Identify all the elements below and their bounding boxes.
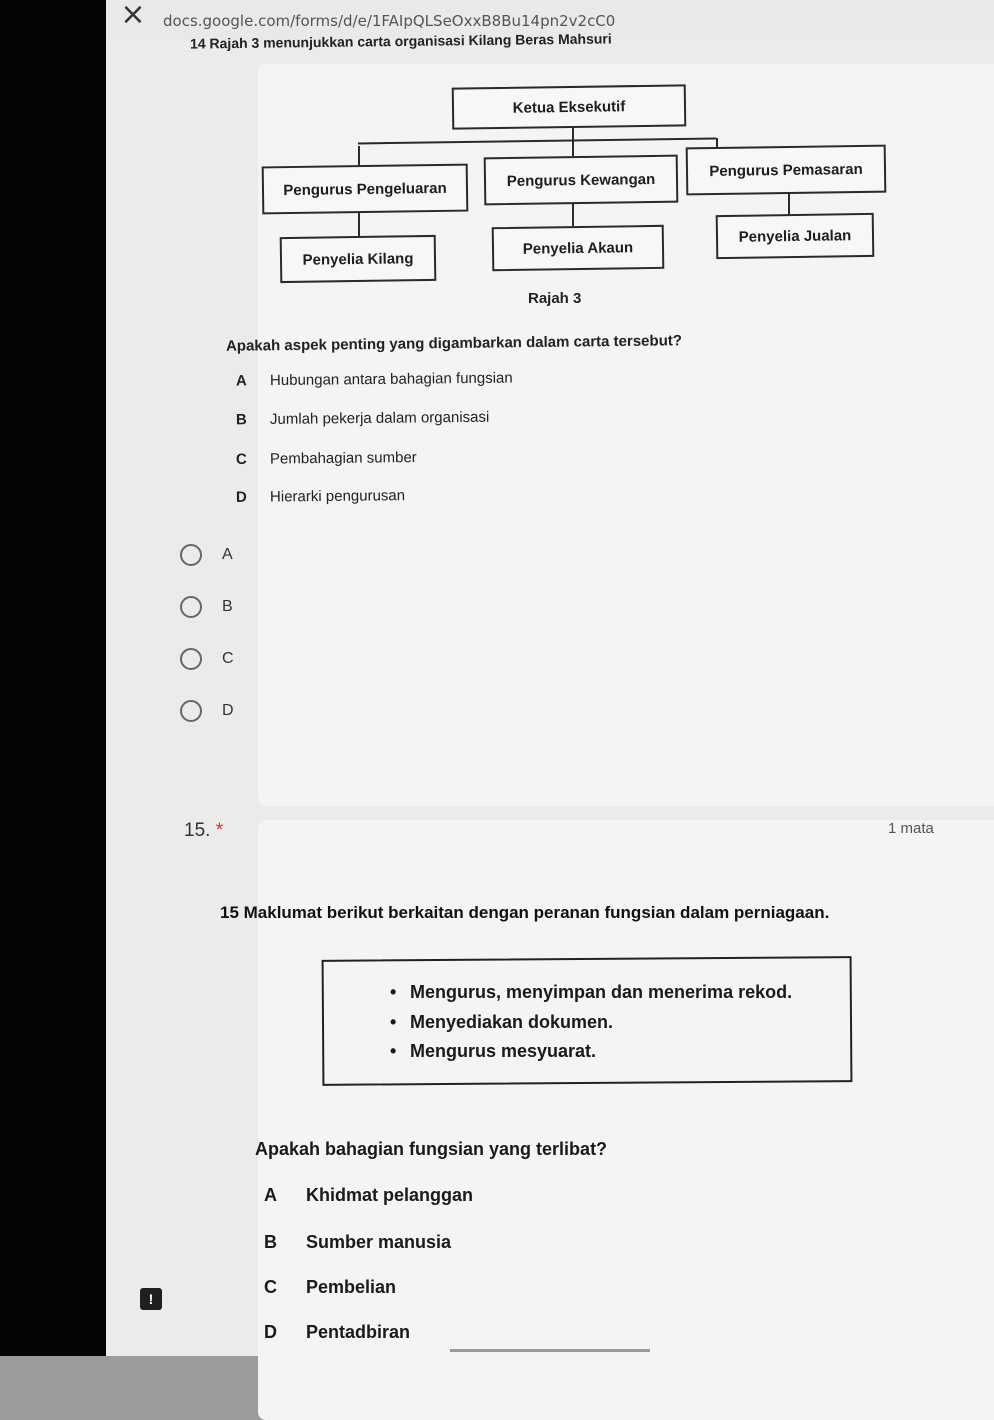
option-letter: D bbox=[264, 1322, 277, 1342]
option-text: Hierarki pengurusan bbox=[269, 487, 406, 506]
option-letter: C bbox=[235, 450, 247, 468]
q14-option-a bbox=[236, 370, 513, 390]
option-letter: A bbox=[264, 1185, 277, 1205]
q15-option-b bbox=[264, 1232, 451, 1253]
screen-bezel bbox=[0, 0, 106, 1356]
q14-option-c bbox=[236, 449, 417, 468]
option-text: Pembahagian sumber bbox=[269, 449, 417, 468]
question-14-title: 14 Rajah 3 menunjukkan carta organisasi Kilang Beras Mahsuri bbox=[189, 30, 612, 52]
option-letter: B bbox=[264, 1232, 277, 1252]
option-letter: B bbox=[235, 411, 247, 429]
radio-button[interactable] bbox=[180, 700, 202, 722]
radio-choice-a[interactable] bbox=[180, 544, 233, 566]
radio-button[interactable] bbox=[180, 596, 202, 618]
bullet-text: Mengurus mesyuarat. bbox=[410, 1041, 597, 1061]
org-penyelia-kilang: Penyelia Kilang bbox=[280, 235, 437, 283]
org-penyelia-jualan: Penyelia Jualan bbox=[716, 213, 875, 259]
radio-choice-c[interactable] bbox=[180, 648, 234, 670]
org-connector bbox=[788, 194, 790, 216]
option-text: Hubungan antara bahagian fungsian bbox=[269, 369, 513, 390]
bullet-text: Menyediakan dokumen. bbox=[410, 1012, 614, 1032]
q14-option-b bbox=[236, 409, 489, 429]
option-letter: A bbox=[235, 372, 247, 390]
org-ketua-eksekutif: Ketua Eksekutif bbox=[452, 84, 687, 129]
info-bullet bbox=[390, 1041, 596, 1062]
option-text: Khidmat pelanggan bbox=[306, 1185, 474, 1205]
question-15-number bbox=[184, 820, 223, 842]
radio-label: A bbox=[222, 546, 233, 563]
bullet-dot: • bbox=[390, 1041, 397, 1061]
org-pengurus-pengeluaran: Pengurus Pengeluaran bbox=[262, 164, 469, 215]
org-connector bbox=[358, 146, 360, 166]
info-bullet bbox=[390, 1012, 613, 1033]
q14-option-d bbox=[236, 487, 405, 506]
q15-option-c bbox=[264, 1277, 396, 1298]
bullet-dot: • bbox=[390, 1012, 397, 1032]
q15-option-a bbox=[264, 1185, 473, 1206]
radio-label: C bbox=[222, 650, 234, 667]
bullet-dot: • bbox=[390, 982, 397, 1002]
option-text: Pentadbiran bbox=[306, 1322, 411, 1342]
option-text: Sumber manusia bbox=[306, 1232, 452, 1252]
org-pengurus-pemasaran: Pengurus Pemasaran bbox=[686, 145, 887, 196]
required-mark: * bbox=[215, 820, 224, 841]
info-bullet bbox=[390, 982, 792, 1003]
option-letter: D bbox=[235, 488, 247, 506]
org-pengurus-kewangan: Pengurus Kewangan bbox=[484, 155, 679, 206]
warning-icon: ! bbox=[140, 1288, 162, 1310]
org-penyelia-akaun: Penyelia Akaun bbox=[492, 225, 665, 271]
question-number: 15. bbox=[184, 820, 211, 841]
radio-choice-d[interactable] bbox=[180, 700, 234, 722]
option-letter: C bbox=[264, 1277, 277, 1297]
radio-choice-b[interactable] bbox=[180, 596, 233, 618]
figure-caption: Rajah 3 bbox=[528, 290, 582, 307]
question-15-title: 15 Maklumat berikut berkaitan dengan peranan fungsian dalam perniagaan. bbox=[220, 903, 830, 922]
radio-button[interactable] bbox=[180, 648, 202, 670]
question-points: 1 mata bbox=[888, 820, 934, 837]
radio-label: B bbox=[222, 598, 233, 615]
close-icon[interactable]: × bbox=[120, 0, 146, 32]
radio-button[interactable] bbox=[180, 544, 202, 566]
question-15-prompt: Apakah bahagian fungsian yang terlibat? bbox=[255, 1139, 608, 1159]
bullet-text: Mengurus, menyimpan dan menerima rekod. bbox=[410, 982, 793, 1002]
org-connector bbox=[572, 204, 574, 228]
option-text: Jumlah pekerja dalam organisasi bbox=[269, 408, 490, 428]
radio-label: D bbox=[222, 702, 234, 719]
org-connector bbox=[358, 213, 360, 237]
scroll-indicator bbox=[450, 1349, 650, 1352]
q15-option-d bbox=[264, 1322, 410, 1343]
question-14-prompt: Apakah aspek penting yang digambarkan dalam carta tersebut? bbox=[225, 332, 683, 355]
option-text: Pembelian bbox=[306, 1277, 397, 1297]
url-bar[interactable]: docs.google.com/forms/d/e/1FAIpQLSeOxxB8Bu14pn2v2cC0 bbox=[163, 12, 616, 30]
